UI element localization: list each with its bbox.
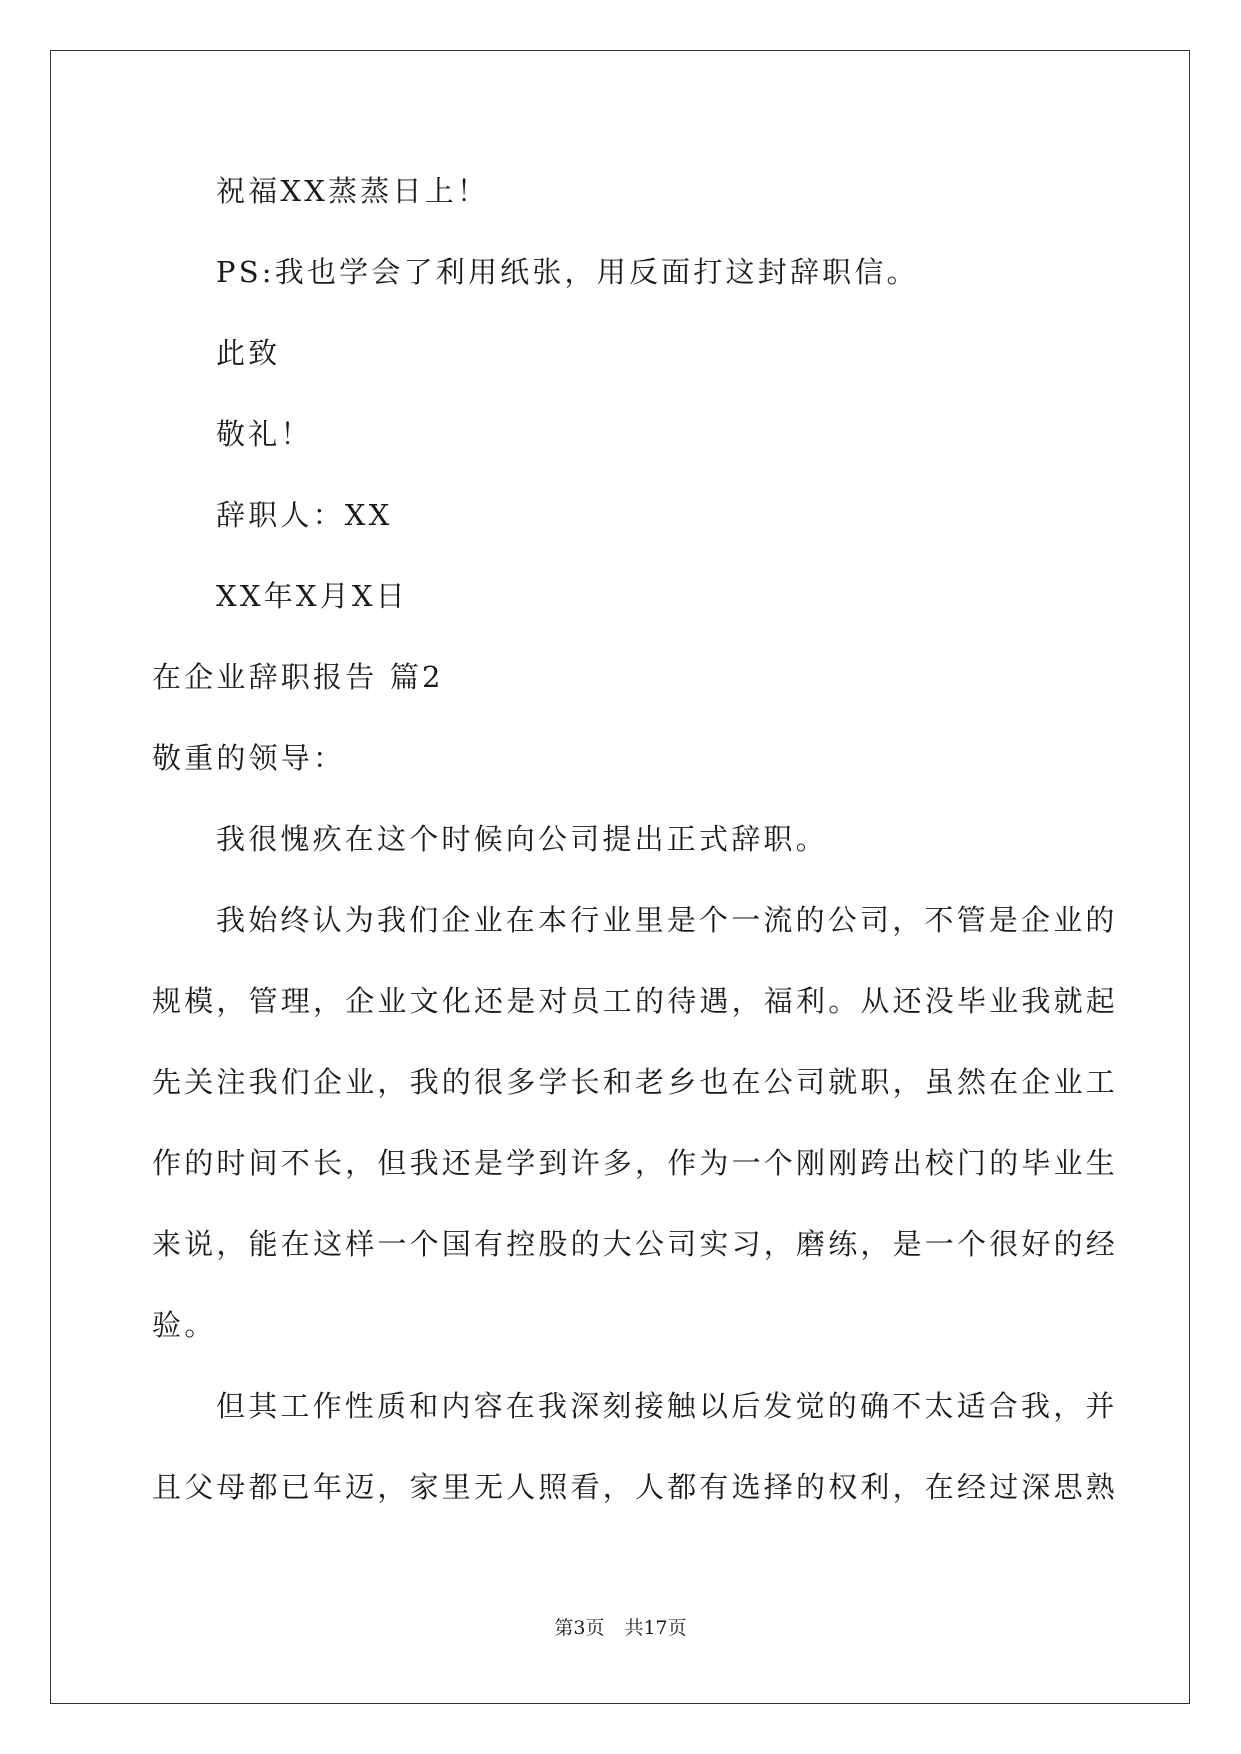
paragraph-line: 验。	[152, 1308, 217, 1342]
paragraph-line: 我很愧疚在这个时候向公司提出正式辞职。	[216, 822, 828, 856]
page-border	[50, 50, 1190, 1704]
paragraph-line: 作的时间不长，但我还是学到许多，作为一个刚刚跨出校门的毕业生	[152, 1146, 1119, 1180]
paragraph-line: 但其工作性质和内容在我深刻接触以后发觉的确不太适合我，并	[216, 1389, 1118, 1423]
signature-line: 辞职人：XX	[216, 498, 393, 532]
paragraph-line: 规模，管理，企业文化还是对员工的待遇，福利。从还没毕业我就起	[152, 984, 1119, 1018]
salutation-close: 此致	[216, 336, 281, 370]
page-footer	[0, 1616, 1241, 1640]
section-heading: 在企业辞职报告 篇2	[152, 660, 444, 694]
paragraph-line: 我始终认为我们企业在本行业里是个一流的公司，不管是企业的	[216, 903, 1118, 937]
page-number: 第3页	[554, 1617, 605, 1639]
closing-wish: 祝福XX蒸蒸日上！	[216, 174, 490, 208]
date-line: XX年X月X日	[216, 579, 408, 613]
postscript: PS:我也学会了利用纸张，用反面打这封辞职信。	[216, 255, 919, 289]
salutation-regards: 敬礼！	[216, 417, 313, 451]
page-total: 共17页	[624, 1617, 687, 1639]
paragraph-line: 来说，能在这样一个国有控股的大公司实习，磨练，是一个很好的经	[152, 1227, 1119, 1261]
paragraph-line: 且父母都已年迈，家里无人照看，人都有选择的权利，在经过深思熟	[152, 1470, 1119, 1504]
paragraph-line: 先关注我们企业，我的很多学长和老乡也在公司就职，虽然在企业工	[152, 1065, 1119, 1099]
greeting: 敬重的领导：	[152, 741, 346, 775]
